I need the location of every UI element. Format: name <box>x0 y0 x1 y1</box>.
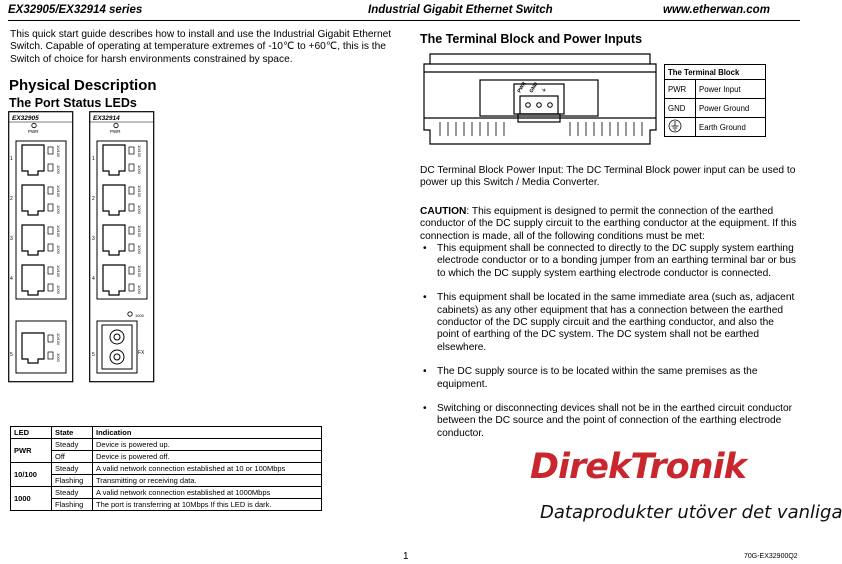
pwr-led-icon <box>114 123 118 127</box>
code-cell: GND <box>665 99 696 118</box>
bullet-icon: • <box>423 366 427 378</box>
led-label-gig: 1000 <box>56 205 61 214</box>
port-number-2: 2 <box>92 196 95 202</box>
logo-slogan: Dataprodukter utöver det vanliga <box>540 502 842 523</box>
direktronik-logo: DirekTronik <box>530 447 746 487</box>
intro-paragraph: This quick start guide describes how to install and use the Industrial Gigabit Ethernet Switch. Capable of operating at temperature extremes of -10℃ to +60℃, this is the Switch of choice for harsh environments constrained by space. <box>10 29 392 65</box>
bullet-icon: • <box>423 292 427 304</box>
bullet-text: This equipment shall be located in the same immediate area (such as, adjacent cabinets) as any other equipment that has a connection between the earthed conductor of the DC supply circuit and the earthing conductor, and also the point of earthing of the DC system. The DC system shall not be earthed elsewhere. <box>437 292 795 353</box>
header-title: Industrial Gigabit Ethernet Switch <box>368 4 553 16</box>
bullet-icon: • <box>423 403 427 415</box>
state-cell: Steady <box>52 487 93 499</box>
desc-cell: Earth Ground <box>696 118 766 137</box>
port-number-3: 3 <box>92 236 95 242</box>
code-cell: PWR <box>665 80 696 99</box>
header-website: www.etherwan.com <box>663 4 770 16</box>
code-cell <box>665 118 696 137</box>
pin-label-earth: ⏚ <box>540 86 549 94</box>
terminal-block-table <box>664 64 766 137</box>
led-label-gig: 1000 <box>137 165 142 174</box>
bullet-icon: • <box>423 243 427 254</box>
table-row <box>665 99 766 118</box>
ex32914-model-label: EX32914 <box>93 115 120 122</box>
col-header-indication: Indication <box>93 427 322 439</box>
fx-led-label: 1000 <box>135 313 144 318</box>
table-row <box>11 439 322 451</box>
pwr-led-label: PWR <box>28 129 39 134</box>
pin-label-gnd: GND <box>528 81 540 94</box>
port-number-1: 1 <box>92 156 95 162</box>
led-label-gig: 1000 <box>137 205 142 214</box>
fx-port <box>102 325 132 369</box>
table-row <box>11 463 322 475</box>
document-code: 70G-EX32900Q2 <box>744 553 798 560</box>
led-label-speed: 10/100 <box>137 265 142 278</box>
led-name-cell: 10/100 <box>11 463 52 487</box>
led-label-speed: 10/100 <box>137 225 142 238</box>
caution-paragraph <box>420 206 798 243</box>
indication-cell: A valid network connection established at 10 or 100Mbps <box>93 463 322 475</box>
indication-cell: Device is powered off. <box>93 451 322 463</box>
bullet-text: The DC supply source is to be located within the same premises as the equipment. <box>437 366 758 390</box>
table-row <box>11 451 322 463</box>
page-number: 1 <box>403 551 409 562</box>
header-series: EX32905/EX32914 series <box>8 4 143 16</box>
caution-text: : This equipment is designed to permit the connection of the earthed conductor of the DC supply circuit to the earthing conductor at the equipment. If this connection is made, all of the following conditions must be met: <box>420 206 797 242</box>
col-header-led: LED <box>11 427 52 439</box>
port-number-4: 4 <box>10 276 13 282</box>
fx-label: FX <box>138 350 145 356</box>
port-number-1: 1 <box>10 156 13 162</box>
state-cell: Off <box>52 451 93 463</box>
dc-input-paragraph: DC Terminal Block Power Input: The DC Terminal Block power input can be used to power up this Switch / Media Converter. <box>420 165 796 189</box>
port-number-5: 5 <box>10 352 13 358</box>
led-label-speed: 10/100 <box>56 145 61 158</box>
ex32905-model-label: EX32905 <box>12 115 39 122</box>
bullet-text: This equipment shall be connected to directly to the DC supply system earthing electrode conductor or to a bonding jumper from an earthing terminal bar or bus to which the DC supply system earthing electrode conductor is connected. <box>437 243 797 279</box>
table-row <box>665 80 766 99</box>
terminal-block-diagram <box>420 52 660 148</box>
table-header-row <box>11 427 322 439</box>
pwr-led-icon <box>32 123 36 127</box>
state-cell: Steady <box>52 463 93 475</box>
caution-conditions-list <box>420 243 798 440</box>
led-name-cell: PWR <box>11 439 52 463</box>
led-label-gig: 1000 <box>56 245 61 254</box>
front-panel-diagram <box>8 111 156 383</box>
list-spacer <box>420 354 798 366</box>
state-cell: Flashing <box>52 475 93 487</box>
indication-cell: Device is powered up. <box>93 439 322 451</box>
led-label-gig: 1000 <box>137 285 142 294</box>
port-number-5: 5 <box>92 352 95 358</box>
pwr-led-label: PWR <box>110 129 121 134</box>
header-rule <box>8 20 800 21</box>
led-label-gig: 1000 <box>137 245 142 254</box>
earth-ground-icon <box>668 119 682 133</box>
port-status-leds-heading: The Port Status LEDs <box>9 96 137 110</box>
table-row <box>11 475 322 487</box>
list-item <box>420 243 798 280</box>
port-number-3: 3 <box>10 236 13 242</box>
col-header-state: State <box>52 427 93 439</box>
physical-description-heading: Physical Description <box>9 77 157 94</box>
caution-label: CAUTION <box>420 206 467 217</box>
list-spacer <box>420 391 798 403</box>
port-number-4: 4 <box>92 276 95 282</box>
list-item <box>420 366 798 391</box>
desc-cell: Power Input <box>696 80 766 99</box>
list-spacer <box>420 280 798 292</box>
indication-cell: Transmitting or receiving data. <box>93 475 322 487</box>
table-row <box>11 499 322 511</box>
list-item <box>420 403 798 440</box>
led-label-gig: 1000 <box>56 285 61 294</box>
led-label-speed: 10/100 <box>56 185 61 198</box>
state-cell: Steady <box>52 439 93 451</box>
state-cell: Flashing <box>52 499 93 511</box>
table-row <box>665 118 766 137</box>
ex32905-panel <box>9 112 73 382</box>
list-item <box>420 292 798 354</box>
terminal-block-heading: The Terminal Block and Power Inputs <box>420 32 643 46</box>
led-label-speed: 10/100 <box>56 333 61 346</box>
desc-cell: Power Ground <box>696 99 766 118</box>
led-label-speed: 10/100 <box>137 185 142 198</box>
terminal-table-title: The Terminal Block <box>665 65 766 80</box>
led-status-table <box>10 426 322 511</box>
ex32914-panel <box>90 112 154 382</box>
indication-cell: The port is transferring at 10Mbps If this LED is dark. <box>93 499 322 511</box>
led-label-speed: 10/100 <box>137 145 142 158</box>
bullet-text: Switching or disconnecting devices shall not be in the earthed circuit conductor between the DC source and the point of connection of the earthing electrode conductor. <box>437 403 793 439</box>
led-label-gig: 1000 <box>56 353 61 362</box>
table-row <box>11 487 322 499</box>
led-name-cell: 1000 <box>11 487 52 511</box>
led-label-gig: 1000 <box>56 165 61 174</box>
port-number-2: 2 <box>10 196 13 202</box>
indication-cell: A valid network connection established at 1000Mbps <box>93 487 322 499</box>
led-label-speed: 10/100 <box>56 225 61 238</box>
led-label-speed: 10/100 <box>56 265 61 278</box>
pin-label-pwr: PWR <box>516 80 528 94</box>
